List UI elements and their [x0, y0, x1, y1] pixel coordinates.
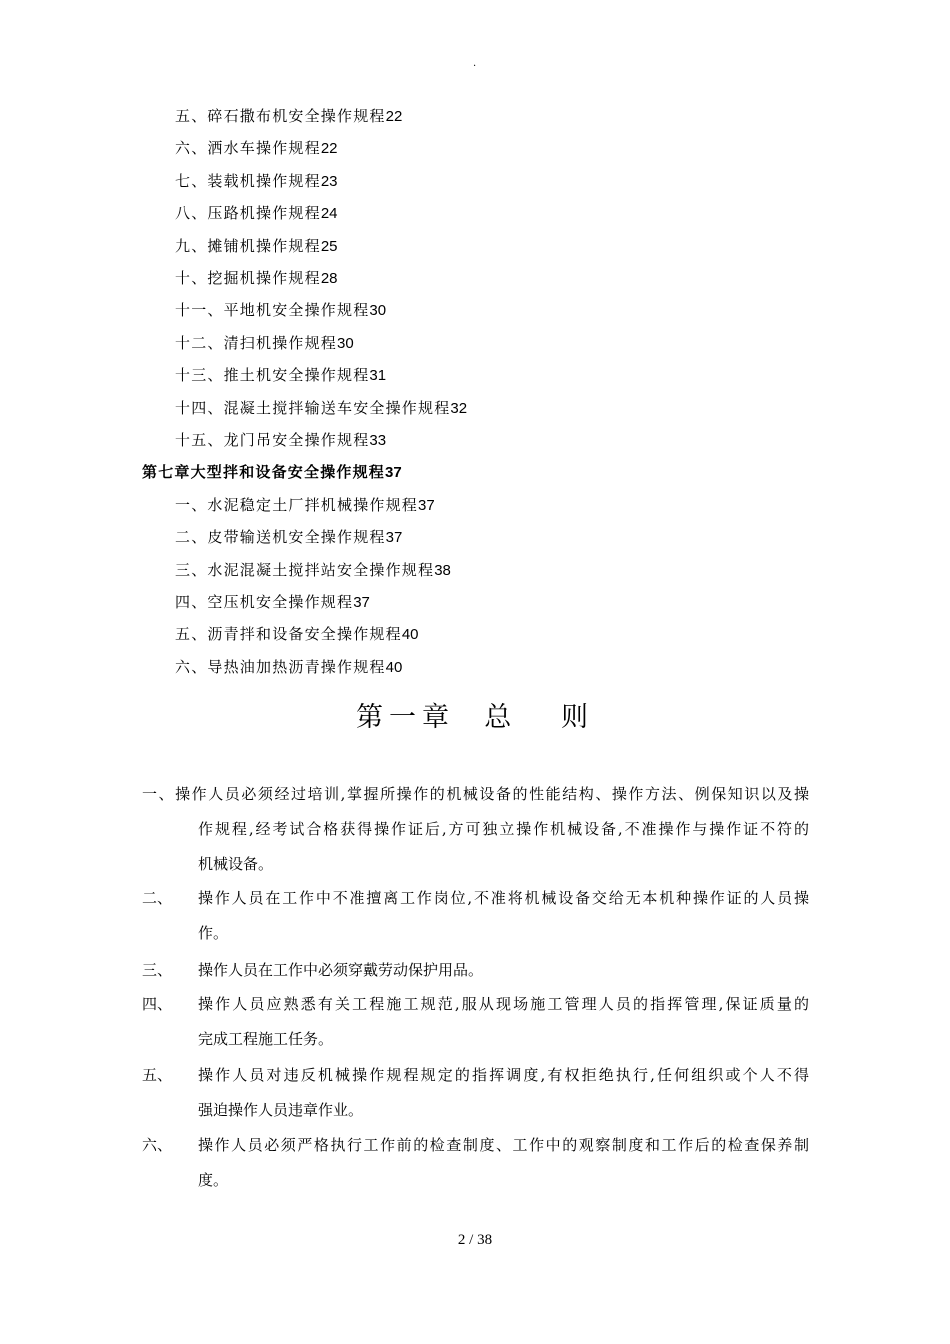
- toc-entry: [175, 495, 435, 516]
- paragraph-line: 操作人员应熟悉有关工程施工规范,服从现场施工管理人员的指挥管理,保证质量的: [198, 995, 809, 1013]
- toc-entry-page: 40: [385, 658, 403, 676]
- paragraph-line: 操作人员在工作中不准擅离工作岗位,不准将机械设备交给无本机种操作证的人员操: [198, 889, 809, 907]
- toc-entry-page: 37: [353, 594, 370, 611]
- toc-entry: [175, 333, 354, 354]
- toc-entry-title: 第七章大型拌和设备安全操作规程: [142, 463, 386, 482]
- paragraph-line: 度。: [198, 1171, 229, 1189]
- toc-entry-title: 十三、推土机安全操作规程: [175, 366, 370, 385]
- toc-entry: [175, 203, 338, 224]
- toc-entry-title: 十一、平地机安全操作规程: [175, 301, 370, 320]
- toc-entry-page: 30: [369, 302, 387, 320]
- paragraph-line: 一、操作人员必须经过培训,掌握所操作的机械设备的性能结构、操作方法、例保知识以及操: [142, 785, 809, 803]
- paragraph-label: 三、: [142, 961, 173, 979]
- header-mark: .: [473, 58, 477, 69]
- paragraph-line: 完成工程施工任务。: [198, 1030, 334, 1048]
- paragraph-label: 五、: [142, 1066, 173, 1084]
- paragraph-line: 作规程,经考试合格获得操作证后,方可独立操作机械设备,不准操作与操作证不符的: [198, 820, 809, 838]
- toc-entry-title: 十二、清扫机操作规程: [175, 333, 338, 352]
- paragraph-line: 机械设备。: [198, 855, 274, 873]
- toc-entry: [175, 300, 386, 321]
- paragraph-label: 四、: [142, 995, 173, 1013]
- toc-entry-title: 六、洒水车操作规程: [175, 139, 321, 158]
- toc-entry: [175, 560, 451, 581]
- toc-entry-title: 九、摊铺机操作规程: [175, 236, 321, 255]
- toc-entry-title: 十五、龙门吊安全操作规程: [175, 431, 370, 449]
- toc-entry-title: 二、皮带输送机安全操作规程: [175, 528, 386, 547]
- paragraph-line: 操作人员在工作中必须穿戴劳动保护用品。: [198, 961, 484, 979]
- toc-entry-page: 37: [385, 464, 402, 482]
- toc-entry-page: 22: [385, 108, 403, 125]
- toc-entry-title: 一、水泥稳定土厂拌机械操作规程: [175, 495, 419, 514]
- toc-entry: [175, 236, 338, 257]
- toc-entry-title: 八、压路机操作规程: [175, 204, 321, 223]
- toc-entry-page: 22: [320, 140, 338, 158]
- toc-entry-page: 40: [401, 626, 419, 644]
- toc-entry-page: 33: [369, 432, 387, 449]
- paragraph-line: 操作人员必须严格执行工作前的检查制度、工作中的观察制度和工作后的检查保养制: [198, 1136, 809, 1154]
- toc-entry-page: 38: [434, 561, 451, 579]
- toc-entry: [175, 268, 338, 289]
- toc-entry: [175, 106, 402, 127]
- toc-entry-page: 25: [320, 237, 338, 255]
- toc-entry-title: 十、挖掘机操作规程: [175, 269, 321, 287]
- toc-entry: [175, 171, 338, 192]
- paragraph-line: 作。: [198, 924, 229, 942]
- toc-entry-page: 28: [320, 270, 338, 287]
- toc-entry: [175, 624, 419, 645]
- toc-entry-page: 37: [418, 496, 435, 514]
- toc-chapter-entry: [142, 462, 402, 483]
- toc-entry-page: 32: [450, 399, 468, 417]
- toc-entry-title: 十四、混凝土搅拌输送车安全操作规程: [175, 398, 451, 417]
- toc-entry: [175, 527, 402, 548]
- toc-entry: [175, 398, 467, 419]
- chapter-title: 第一章 总 则: [356, 702, 594, 733]
- toc-entry-title: 三、水泥混凝土搅拌站安全操作规程: [175, 560, 435, 579]
- page-indicator: 2 / 38: [457, 1232, 493, 1248]
- toc-entry-page: 37: [385, 529, 403, 547]
- toc-entry: [175, 657, 402, 678]
- toc-entry: [175, 430, 386, 451]
- toc-entry-page: 23: [320, 172, 338, 190]
- toc-entry-title: 七、装载机操作规程: [175, 171, 321, 190]
- toc-entry-page: 24: [320, 205, 338, 223]
- toc-entry-title: 五、碎石撒布机安全操作规程: [175, 107, 386, 125]
- paragraph-label: 二、: [142, 889, 173, 907]
- toc-entry-title: 六、导热油加热沥青操作规程: [175, 657, 386, 676]
- paragraph-line: 强迫操作人员违章作业。: [198, 1101, 364, 1119]
- toc-entry-title: 四、空压机安全操作规程: [175, 593, 354, 611]
- toc-entry-page: 30: [337, 334, 354, 352]
- paragraph-label: 六、: [142, 1136, 173, 1154]
- toc-entry: [175, 138, 338, 159]
- toc-entry-title: 五、沥青拌和设备安全操作规程: [175, 625, 402, 644]
- toc-entry-page: 31: [369, 367, 387, 385]
- paragraph-line: 操作人员对违反机械操作规程规定的指挥调度,有权拒绝执行,任何组织或个人不得: [198, 1066, 809, 1084]
- toc-entry: [175, 592, 370, 613]
- toc-entry: [175, 365, 386, 386]
